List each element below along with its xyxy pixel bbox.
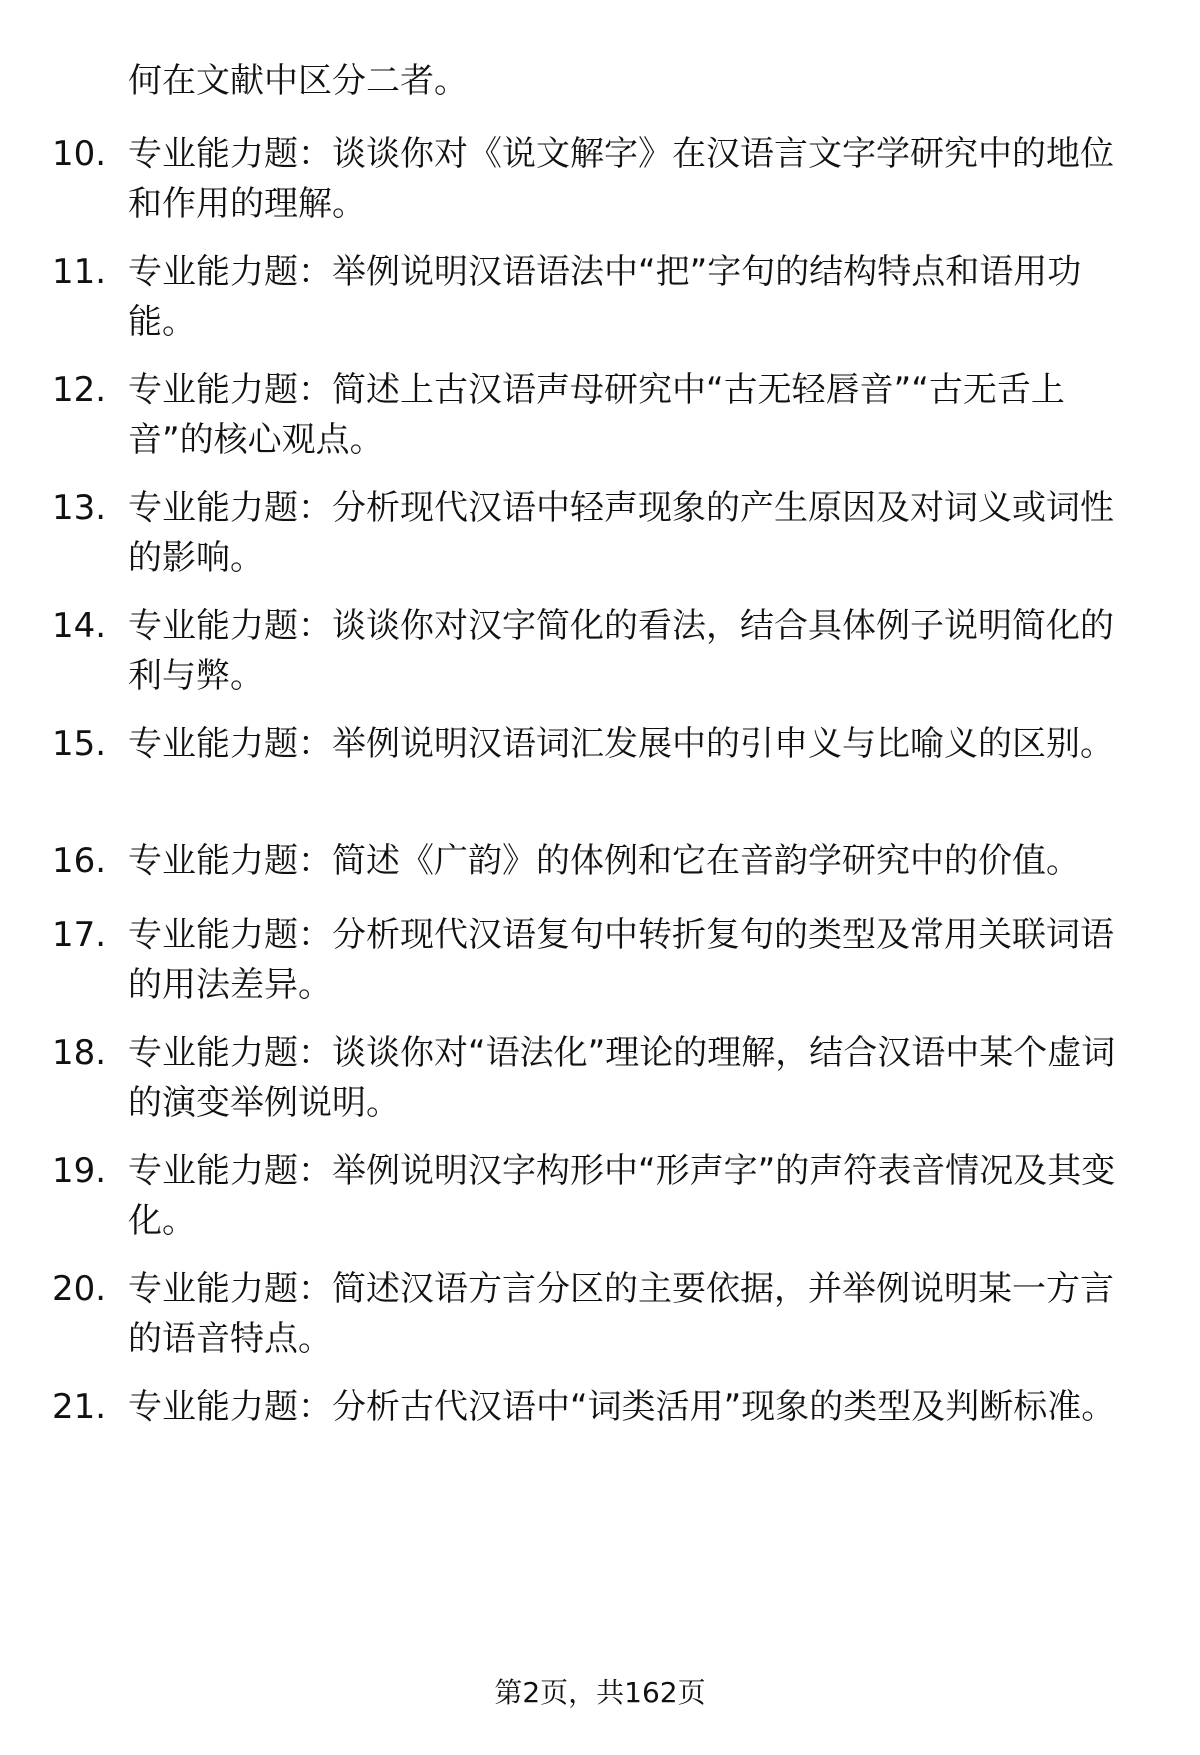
item-text: 专业能力题：简述《广韵》的体例和它在音韵学研究中的价值。 — [128, 841, 1080, 881]
item-number: 10. — [52, 134, 107, 174]
item-number: 16. — [52, 841, 107, 881]
item-text: 专业能力题：举例说明汉字构形中“形声字”的声符表音情况及其变化。 — [128, 1151, 1116, 1241]
item-number: 20. — [52, 1269, 107, 1309]
item-text: 专业能力题：分析现代汉语中轻声现象的产生原因及对词义或词性的影响。 — [128, 488, 1114, 578]
item-text: 专业能力题：谈谈你对“语法化”理论的理解，结合汉语中某个虚词的演变举例说明。 — [128, 1033, 1116, 1123]
item-number: 11. — [52, 252, 107, 292]
item-text: 专业能力题：举例说明汉语词汇发展中的引申义与比喻义的区别。 — [128, 724, 1114, 764]
item-number: 17. — [52, 915, 107, 955]
item-number: 18. — [52, 1033, 107, 1073]
item-text: 专业能力题：谈谈你对汉字简化的看法，结合具体例子说明简化的利与弊。 — [128, 606, 1114, 696]
item-text: 专业能力题：分析古代汉语中“词类活用”现象的类型及判断标准。 — [128, 1387, 1116, 1427]
item-text: 专业能力题：举例说明汉语语法中“把”字句的结构特点和语用功能。 — [128, 252, 1082, 342]
page-footer: 第2页，共162页 — [494, 1676, 706, 1709]
continuation-text: 何在文献中区分二者。 — [128, 61, 468, 101]
item-number: 19. — [52, 1151, 107, 1191]
item-number: 14. — [52, 606, 107, 646]
item-number: 13. — [52, 488, 107, 528]
item-number: 21. — [52, 1387, 107, 1427]
item-text: 专业能力题：简述上古汉语声母研究中“古无轻唇音”“古无舌上音”的核心观点。 — [128, 370, 1065, 460]
item-text: 专业能力题：谈谈你对《说文解字》在汉语言文字学研究中的地位和作用的理解。 — [128, 134, 1114, 224]
item-number: 15. — [52, 724, 107, 764]
item-number: 12. — [52, 370, 107, 410]
item-text: 专业能力题：简述汉语方言分区的主要依据，并举例说明某一方言的语音特点。 — [128, 1269, 1114, 1359]
item-text: 专业能力题：分析现代汉语复句中转折复句的类型及常用关联词语的用法差异。 — [128, 915, 1114, 1005]
